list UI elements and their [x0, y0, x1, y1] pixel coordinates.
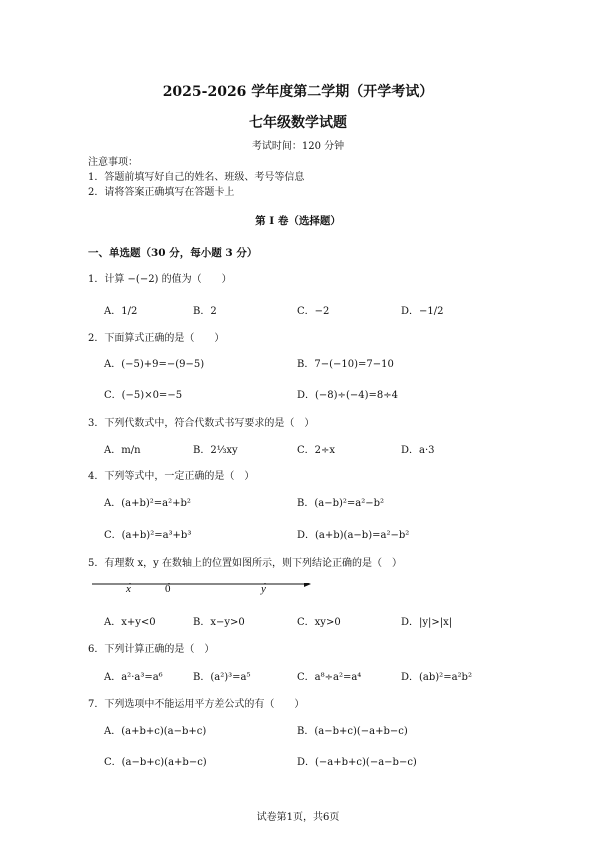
exam-title: 2025-2026 学年度第二学期（开学考试） [162, 84, 434, 100]
number-line [92, 583, 312, 595]
question-stem: 1．计算 −(−2) 的值为（ ） [88, 274, 232, 285]
option: B．(a−b+c)(−a+b−c) [297, 726, 408, 737]
note-item: 2．请将答案正确填写在答题卡上 [88, 187, 235, 198]
numberline-label-y: y [261, 583, 266, 595]
option: D．(−a+b+c)(−a−b−c) [297, 757, 417, 768]
question-stem: 6．下列计算正确的是（ ） [88, 644, 215, 655]
option: C．a⁸÷a²=a⁴ [297, 672, 362, 683]
option: A．1/2 [104, 306, 138, 317]
option: A．a²·a³=a⁶ [104, 672, 163, 683]
option: B．2 [193, 306, 217, 317]
page-footer: 试卷第1页，共6页 [256, 812, 340, 823]
option: D．−1/2 [401, 306, 444, 317]
option: C．−2 [297, 306, 330, 317]
option: C．(a+b)²=a³+b³ [104, 530, 192, 541]
exam-subtitle: 七年级数学试题 [249, 115, 347, 131]
question-stem: 7．下列选项中不能运用平方差公式的有（ ） [88, 699, 305, 710]
note-item: 1．答题前填写好自己的姓名、班级、考号等信息 [88, 172, 305, 183]
question-stem: 5．有理数 x，y 在数轴上的位置如图所示，则下列结论正确的是（ ） [88, 558, 403, 569]
option: D．(a+b)(a−b)=a²−b² [297, 530, 410, 541]
section-title: 一、单选题（30 分，每小题 3 分） [88, 247, 258, 259]
option: A．(a+b+c)(a−b+c) [104, 726, 207, 737]
question-stem: 2．下面算式正确的是（ ） [88, 333, 225, 344]
notes-label: 注意事项： [88, 157, 138, 168]
option: A．(a+b)²=a²+b² [104, 498, 191, 509]
option: D．|y|>|x| [401, 617, 453, 628]
option: B．(a−b)²=a²−b² [297, 498, 385, 509]
option: B．7−(−10)=7−10 [297, 359, 394, 370]
option: D．a·3 [401, 445, 435, 456]
option: D．(ab)²=a²b² [401, 672, 472, 683]
option: C．xy>0 [297, 617, 341, 628]
numberline-label-x: x [126, 583, 131, 595]
part-title: 第 I 卷（选择题） [255, 215, 341, 227]
option: B．(a²)³=a⁵ [193, 672, 251, 683]
question-stem: 4．下列等式中，一定正确的是（ ） [88, 471, 255, 482]
exam-time: 考试时间：120 分钟 [251, 141, 345, 152]
option: C．(a−b+c)(a+b−c) [104, 757, 207, 768]
option: C．(−5)×0=−5 [104, 390, 183, 401]
option: A．m/n [104, 445, 141, 456]
numberline-label-zero: 0 [165, 583, 171, 595]
question-stem: 3．下列代数式中，符合代数式书写要求的是（ ） [88, 418, 315, 429]
option: B．2⅓xy [193, 445, 238, 456]
option: A．(−5)+9=−(9−5) [104, 359, 205, 370]
option: A．x+y<0 [104, 617, 156, 628]
option: D．(−8)÷(−4)=8÷4 [297, 390, 398, 401]
option: B．x−y>0 [193, 617, 245, 628]
option: C．2÷x [297, 445, 336, 456]
